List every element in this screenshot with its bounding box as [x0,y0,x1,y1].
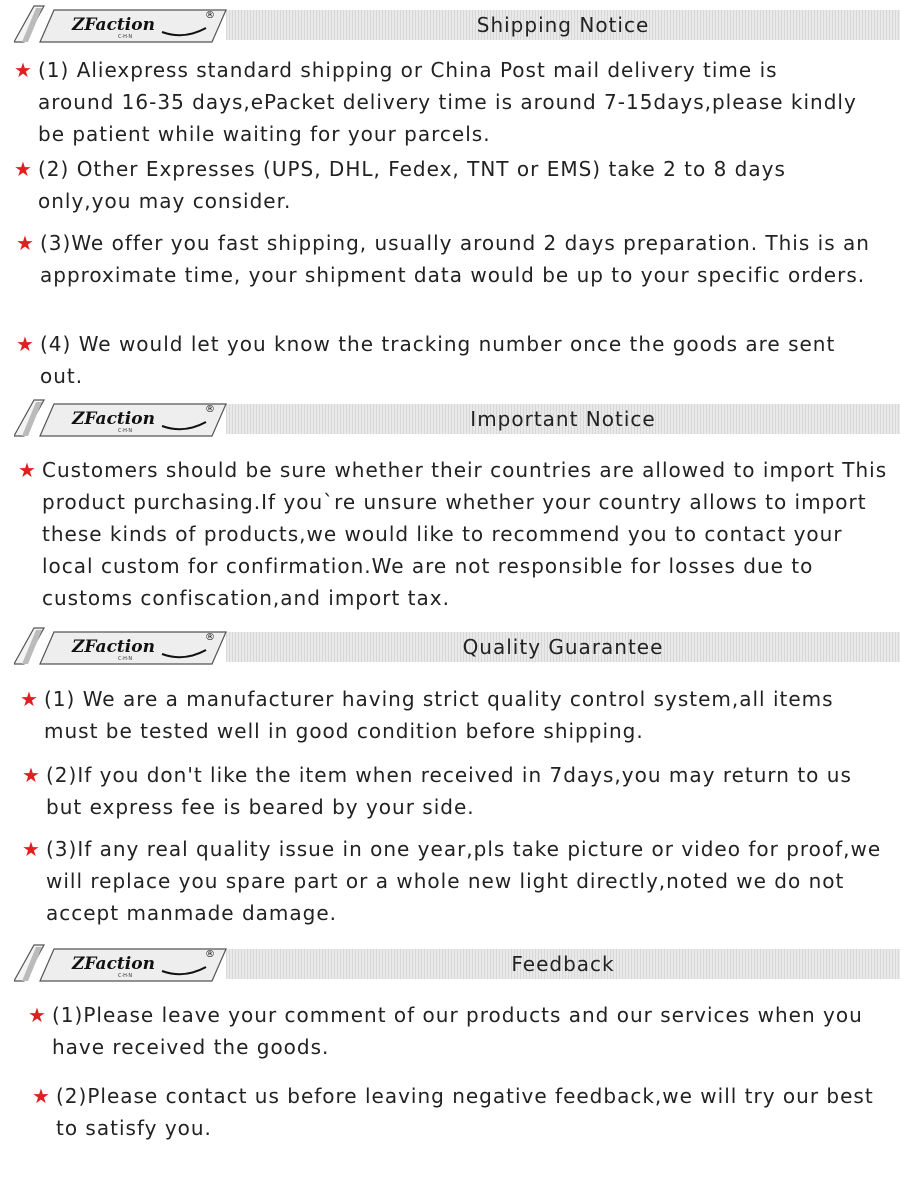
section-title: Quality Guarantee [462,635,664,659]
star-icon: ★ [28,1003,47,1027]
list-item [22,833,894,929]
brand-logo-sub: C·H·N [118,973,133,979]
registered-mark: ® [205,404,215,415]
brand-logo-tag [14,943,230,983]
brand-logo-sub: C·H·N [118,656,133,662]
registered-mark: ® [205,949,215,960]
star-icon: ★ [16,332,35,356]
registered-mark: ® [205,10,215,21]
section-banner-feedback [0,941,900,985]
item-text: (1) We are a manufacturer having strict quality control system,all items must be tested well in good condition before shipping. [44,687,834,743]
item-text: (4) We would let you know the tracking number once the goods are sent out. [40,332,836,388]
section-title: Shipping Notice [476,13,650,37]
item-text: (2)Please contact us before leaving negative feedback,we will try our best to satisfy you. [56,1084,874,1140]
star-icon: ★ [22,837,41,861]
star-icon: ★ [20,687,39,711]
star-icon: ★ [32,1084,51,1108]
list-item [32,1080,886,1144]
item-text: (3)We offer you fast shipping, usually around 2 days preparation. This is an approximate time, your shipment data would be up to your specific orders. [40,231,870,287]
brand-logo-tag [14,626,230,666]
star-icon: ★ [18,458,37,482]
brand-logo-tag [14,4,230,44]
star-icon: ★ [14,157,33,181]
section-title: Important Notice [470,407,656,431]
item-text: (3)If any real quality issue in one year,pls take picture or video for proof,we will replace you spare part or a whole new light directly,noted we do not accept manmade damage. [46,837,882,925]
brand-logo-text: ZFaction [72,15,155,35]
list-item [28,999,882,1063]
star-icon: ★ [22,763,41,787]
list-item [16,328,860,392]
list-item [14,54,858,150]
star-icon: ★ [16,231,35,255]
star-icon: ★ [14,58,33,82]
list-item [20,683,894,747]
item-text: (2) Other Expresses (UPS, DHL, Fedex, TNT or EMS) take 2 to 8 days only,you may consider. [38,157,786,213]
list-item [14,153,858,217]
brand-logo-sub: C·H·N [118,428,133,434]
item-text: (2)If you don't like the item when received in 7days,you may return to us but express fee is beared by your side. [46,763,852,819]
section-banner-quality [0,624,900,668]
registered-mark: ® [205,632,215,643]
item-text: Customers should be sure whether their countries are allowed to import This product purchasing.If you`re unsure whether your country allows to import these kinds of products,we would like to recommend you to contact your local custom for confirmation.We are not responsible for losses due to customs confiscation,and import tax. [42,458,888,610]
brand-logo-text: ZFaction [72,954,155,974]
item-text: (1) Aliexpress standard shipping or China Post mail delivery time is around 16-35 days,ePacket delivery time is around 7-15days,please kindly be patient while waiting for your parcels. [38,58,857,146]
brand-logo-tag [14,398,230,438]
brand-logo-text: ZFaction [72,637,155,657]
item-text: (1)Please leave your comment of our products and our services when you have received the goods. [52,1003,863,1059]
brand-logo-text: ZFaction [72,409,155,429]
brand-logo-sub: C·H·N [118,34,133,40]
section-title: Feedback [511,952,615,976]
list-item [22,759,876,823]
section-banner-shipping [0,2,900,46]
list-item [16,227,895,291]
section-banner-important [0,396,900,440]
list-item [18,454,894,614]
